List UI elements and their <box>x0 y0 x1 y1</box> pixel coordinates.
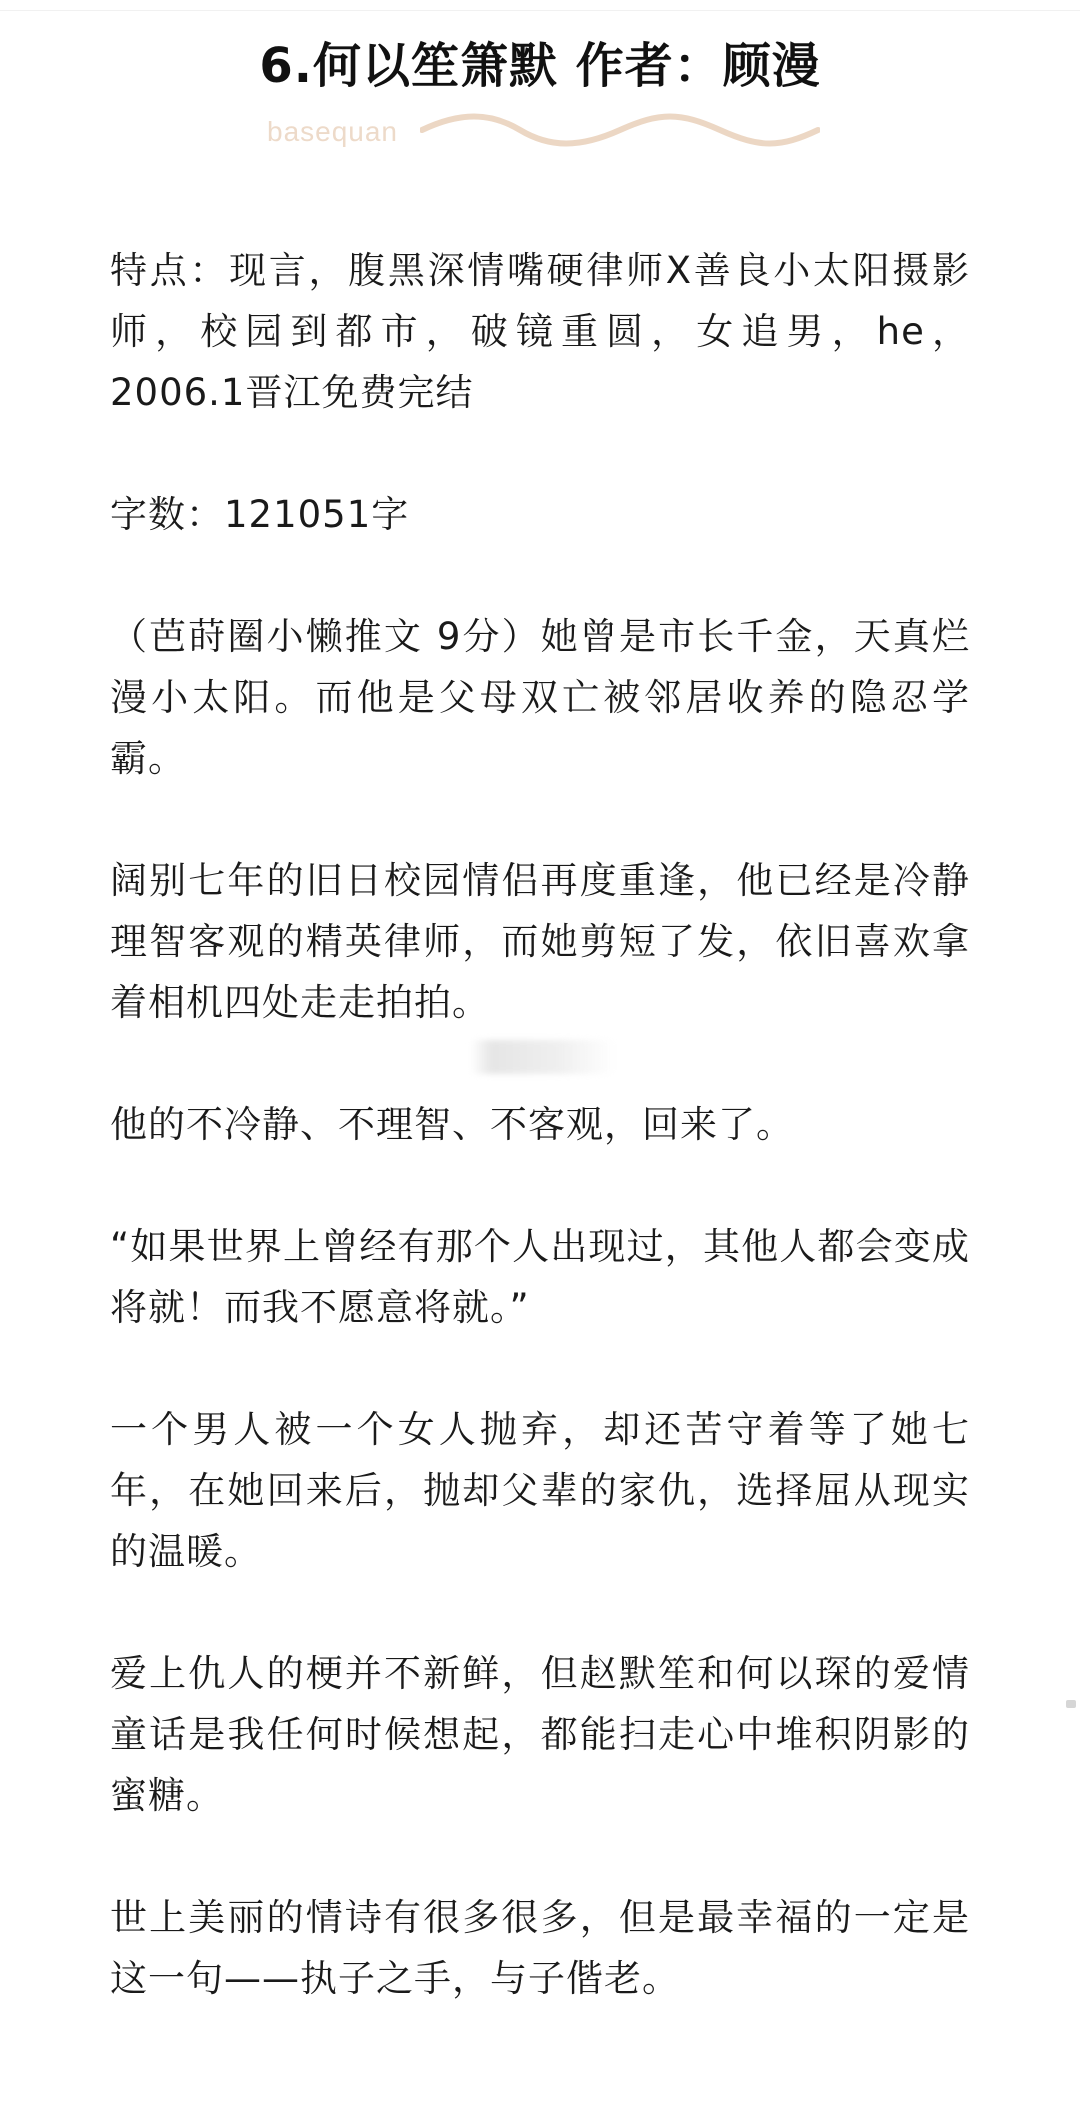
top-divider <box>0 0 1080 11</box>
article-body <box>110 240 970 2070</box>
paragraph-features: 特点：现言，腹黑深情嘴硬律师X善良小太阳摄影师，校园到都市，破镜重圆，女追男，he，2006.1晋江免费完结 <box>110 249 970 414</box>
paragraph-enemy-trope: 爱上仇人的梗并不新鲜，但赵默笙和何以琛的爱情童话是我任何时候想起，都能扫走心中堆积阴影的蜜糖。 <box>110 1652 970 1817</box>
wave-decoration-icon <box>420 110 820 150</box>
brand-label: basequan <box>267 116 399 147</box>
brand-watermark <box>265 110 825 160</box>
paragraph-reunion: 阔别七年的旧日校园情侣再度重逢，他已经是冷静理智客观的精英律师，而她剪短了发，依旧喜欢拿着相机四处走走拍拍。 <box>110 859 970 1024</box>
article-header <box>0 30 1080 102</box>
page-title: 6.何以笙箫默 作者：顾漫 <box>259 38 821 94</box>
blurred-watermark <box>470 1040 615 1074</box>
paragraph-seven-years: 一个男人被一个女人抛弃，却还苦守着等了她七年，在她回来后，抛却父辈的家仇，选择屈从现实的温暖。 <box>110 1408 970 1573</box>
paragraph-word-count: 字数：121051字 <box>110 493 410 536</box>
paragraph-return: 他的不冷静、不理智、不客观，回来了。 <box>110 1103 794 1146</box>
paragraph-intro: （芭莳圈小懒推文 9分）她曾是市长千金，天真烂漫小太阳。而他是父母双亡被邻居收养的隐忍学霸。 <box>110 615 970 780</box>
paragraph-quote: “如果世界上曾经有那个人出现过，其他人都会变成将就！而我不愿意将就。” <box>110 1225 970 1329</box>
paragraph-poem: 世上美丽的情诗有很多很多，但是最幸福的一定是这一句——执子之手，与子偕老。 <box>110 1896 970 2000</box>
scrollbar-thumb[interactable] <box>1066 1700 1076 1708</box>
